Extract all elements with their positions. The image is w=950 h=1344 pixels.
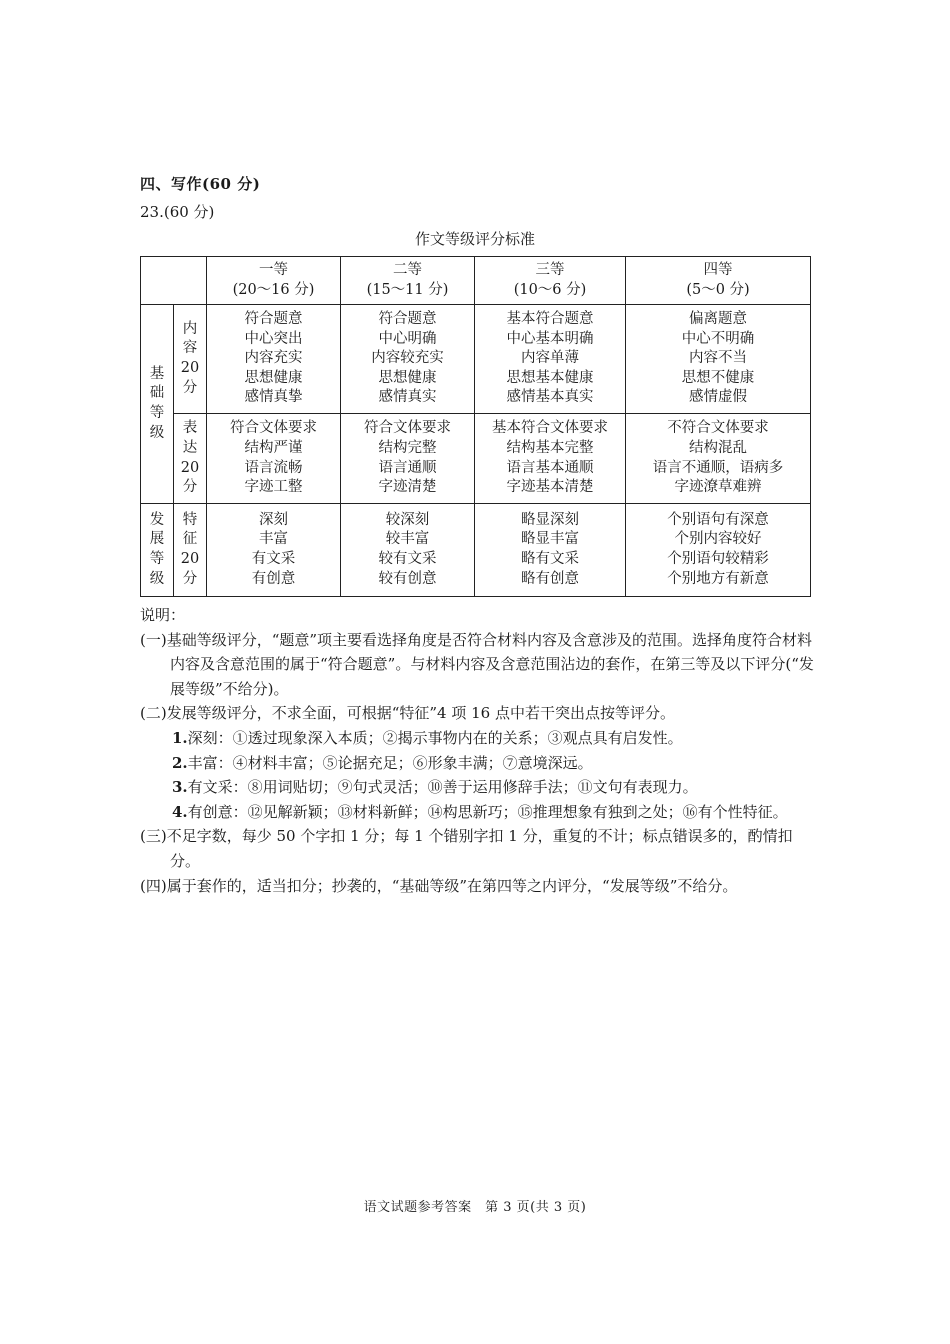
table-cell: 深刻 丰富 有文采 有创意 (207, 504, 341, 597)
question-number: 23.(60 分) (140, 203, 215, 221)
row-label-content: 内 容 20 分 (174, 305, 207, 414)
note-2-item: 2.丰富：④材料丰富；⑤论据充足；⑥形象丰满；⑦意境深远。 (172, 753, 593, 772)
grading-table (140, 256, 811, 597)
grade-range: (5～0 分) (686, 281, 750, 298)
note-2-item: 1.深刻：①透过现象深入本质；②揭示事物内在的关系；③观点具有启发性。 (172, 728, 683, 747)
note-1: (一)基础等级评分，“题意”项主要看选择角度是否符合材料内容及含意涉及的范围。选择角度符合材料内容及含意范围的属于“符合题意”。与材料内容及含意范围沾边的套作，在第三等及以下评分(“发展等级”不给分)。 (140, 630, 814, 698)
table-row (141, 305, 811, 414)
table-cell: 偏离题意 中心不明确 内容不当 思想不健康 感情虚假 (626, 305, 811, 414)
table-row (141, 414, 811, 504)
grade-range: (10～6 分) (513, 281, 587, 298)
note-2-item: 3.有文采：⑧用词贴切；⑨句式灵活；⑩善于运用修辞手法；⑪文句有表现力。 (172, 778, 698, 797)
table-cell: 符合文体要求 结构严谨 语言流畅 字迹工整 (207, 414, 341, 504)
table-header-row (141, 257, 811, 305)
grade-name: 一等 (259, 261, 288, 278)
grade-header (341, 257, 475, 305)
grade-header (626, 257, 811, 305)
grade-name: 三等 (535, 261, 565, 278)
grade-range: (20～16 分) (232, 281, 315, 298)
grade-name: 四等 (703, 261, 733, 278)
row-label-expression: 表 达 20 分 (174, 414, 207, 504)
table-cell: 个别语句有深意 个别内容较好 个别语句较精彩 个别地方有新意 (626, 504, 811, 597)
note-4: (四)属于套作的，适当扣分；抄袭的，“基础等级”在第四等之内评分，“发展等级”不给分。 (140, 876, 738, 895)
table-cell: 略显深刻 略显丰富 略有文采 略有创意 (475, 504, 626, 597)
table-cell: 较深刻 较丰富 较有文采 较有创意 (341, 504, 475, 597)
header-corner-cell (141, 257, 207, 305)
table-cell: 基本符合文体要求 结构基本完整 语言基本通顺 字迹基本清楚 (475, 414, 626, 504)
table-cell: 符合题意 中心明确 内容较充实 思想健康 感情真实 (341, 305, 475, 414)
grade-name: 二等 (393, 261, 422, 278)
note-2-item: 4.有创意：⑫见解新颖；⑬材料新鲜；⑭构思新巧；⑮推理想象有独到之处；⑯有个性特征。 (172, 802, 788, 821)
grade-header (475, 257, 626, 305)
group-label-basic: 基 础 等 级 (141, 305, 174, 504)
table-caption: 作文等级评分标准 (414, 230, 535, 248)
notes-section (140, 603, 820, 898)
grade-header (207, 257, 341, 305)
table-cell: 不符合文体要求 结构混乱 语言不通顺，语病多 字迹潦草难辨 (626, 414, 811, 504)
page-footer: 语文试题参考答案 第 3 页(共 3 页) (363, 1200, 587, 1215)
notes-heading: 说明： (140, 606, 186, 624)
table-cell: 符合题意 中心突出 内容充实 思想健康 感情真挚 (207, 305, 341, 414)
table-row (141, 504, 811, 597)
group-label-development: 发 展 等 级 (141, 504, 174, 597)
table-cell: 基本符合题意 中心基本明确 内容单薄 思想基本健康 感情基本真实 (475, 305, 626, 414)
note-2: (二)发展等级评分，不求全面，可根据“特征”4 项 16 点中若干突出点按等评分。 (140, 704, 675, 723)
note-3: (三)不足字数，每少 50 个字扣 1 分；每 1 个错别字扣 1 分，重复的不计；标点错误多的，酌情扣分。 (140, 827, 793, 870)
grade-range: (15～11 分) (366, 281, 449, 298)
row-label-feature: 特 征 20 分 (174, 504, 207, 597)
table-cell: 符合文体要求 结构完整 语言通顺 字迹清楚 (341, 414, 475, 504)
section-title: 四、写作(60 分) (140, 175, 261, 193)
